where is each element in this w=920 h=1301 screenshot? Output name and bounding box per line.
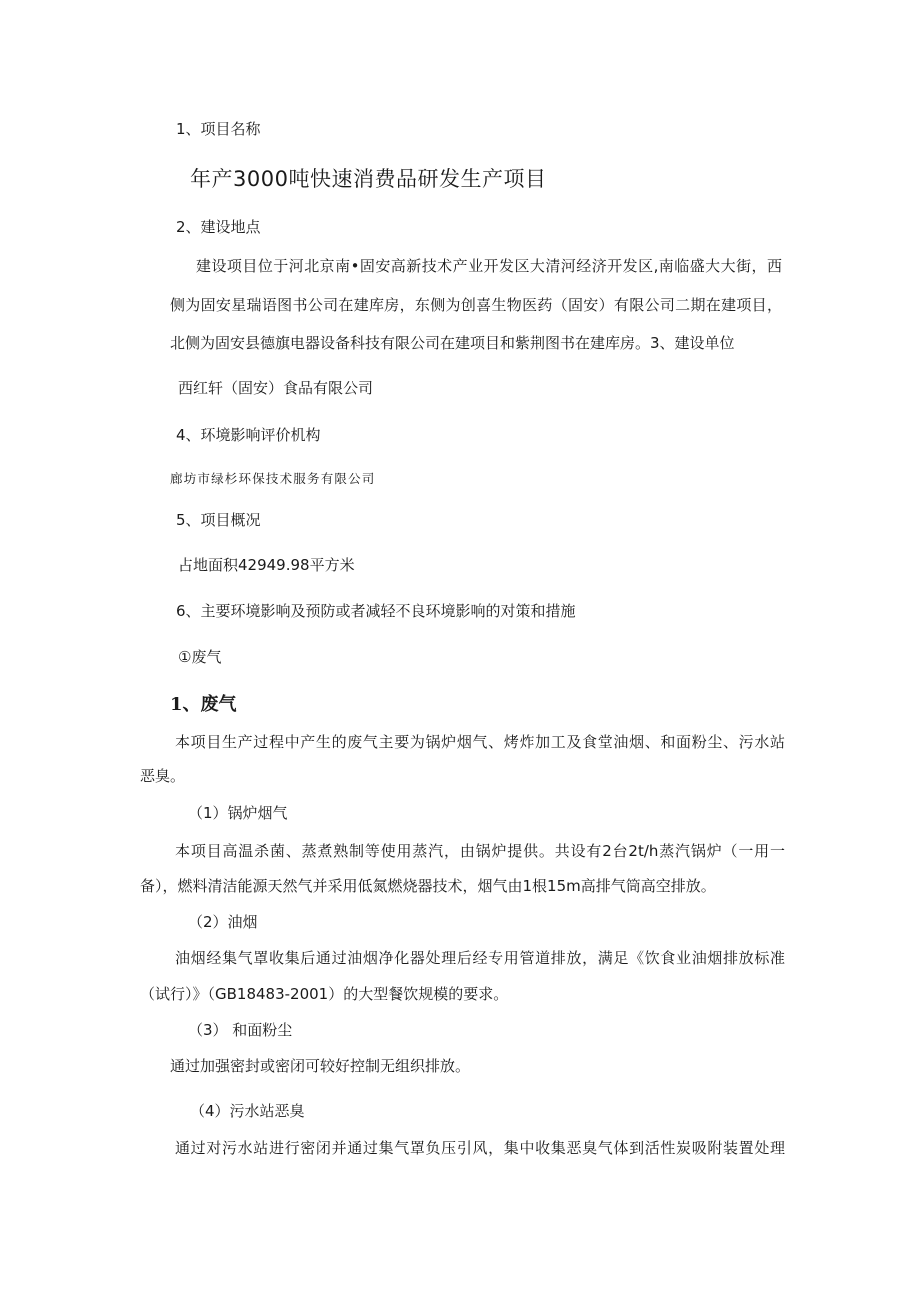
section-2-heading: 2、建设地点 <box>176 218 261 236</box>
section-5-heading: 5、项目概况 <box>176 511 261 529</box>
item-2-line-1: 油烟经集气罩收集后通过油烟净化器处理后经专用管道排放，满足《饮食业油烟排放标准 <box>175 949 785 967</box>
item-2-title: （2）油烟 <box>188 913 258 931</box>
item-1-line-2: 备），燃料清洁能源天然气并采用低氮燃烧器技术，烟气由1根15m高排气筒高空排放。 <box>140 877 716 895</box>
section-1-heading: 1、项目名称 <box>176 120 261 138</box>
site-area: 占地面积42949.98平方米 <box>178 556 355 574</box>
construction-unit: 西红轩（固安）食品有限公司 <box>178 379 374 397</box>
section-4-heading: 4、环境影响评价机构 <box>176 426 321 444</box>
item-3-title: （3） 和面粉尘 <box>188 1021 293 1039</box>
item-3-line-1: 通过加强密封或密闭可较好控制无组织排放。 <box>170 1057 471 1075</box>
waste-gas-subheading: ①废气 <box>178 648 222 666</box>
location-line-1: 建设项目位于河北京南•固安高新技术产业开发区大清河经济开发区,南临盛大大街，西 <box>196 257 782 275</box>
project-name: 年产3000吨快速消费品研发生产项目 <box>190 167 547 191</box>
location-line-3: 北侧为固安县德旗电器设备科技有限公司在建项目和紫荆图书在建库房。3、建设单位 <box>170 334 735 352</box>
item-4-line-1: 通过对污水站进行密闭并通过集气罩负压引风，集中收集恶臭气体到活性炭吸附装置处理 <box>175 1139 785 1157</box>
waste-gas-heading: 1、废气 <box>170 694 237 715</box>
item-4-title: （4）污水站恶臭 <box>190 1102 305 1120</box>
section-6-heading: 6、主要环境影响及预防或者减轻不良环境影响的对策和措施 <box>176 602 576 620</box>
location-line-2: 侧为固安星瑞语图书公司在建库房，东侧为创喜生物医药（固安）有限公司二期在建项目， <box>170 296 782 314</box>
eia-agency: 廊坊市绿杉环保技术服务有限公司 <box>170 471 376 486</box>
item-2-line-2: （试行）》（GB18483-2001）的大型餐饮规模的要求。 <box>140 985 509 1003</box>
item-1-title: （1）锅炉烟气 <box>188 804 288 822</box>
waste-gas-intro-line-2: 恶臭。 <box>140 767 186 785</box>
waste-gas-intro-line-1: 本项目生产过程中产生的废气主要为锅炉烟气、烤炸加工及食堂油烟、和面粉尘、污水站 <box>175 733 785 751</box>
item-1-line-1: 本项目高温杀菌、蒸煮熟制等使用蒸汽，由锅炉提供。共设有2台2t/h蒸汽锅炉（一用一 <box>175 842 785 860</box>
